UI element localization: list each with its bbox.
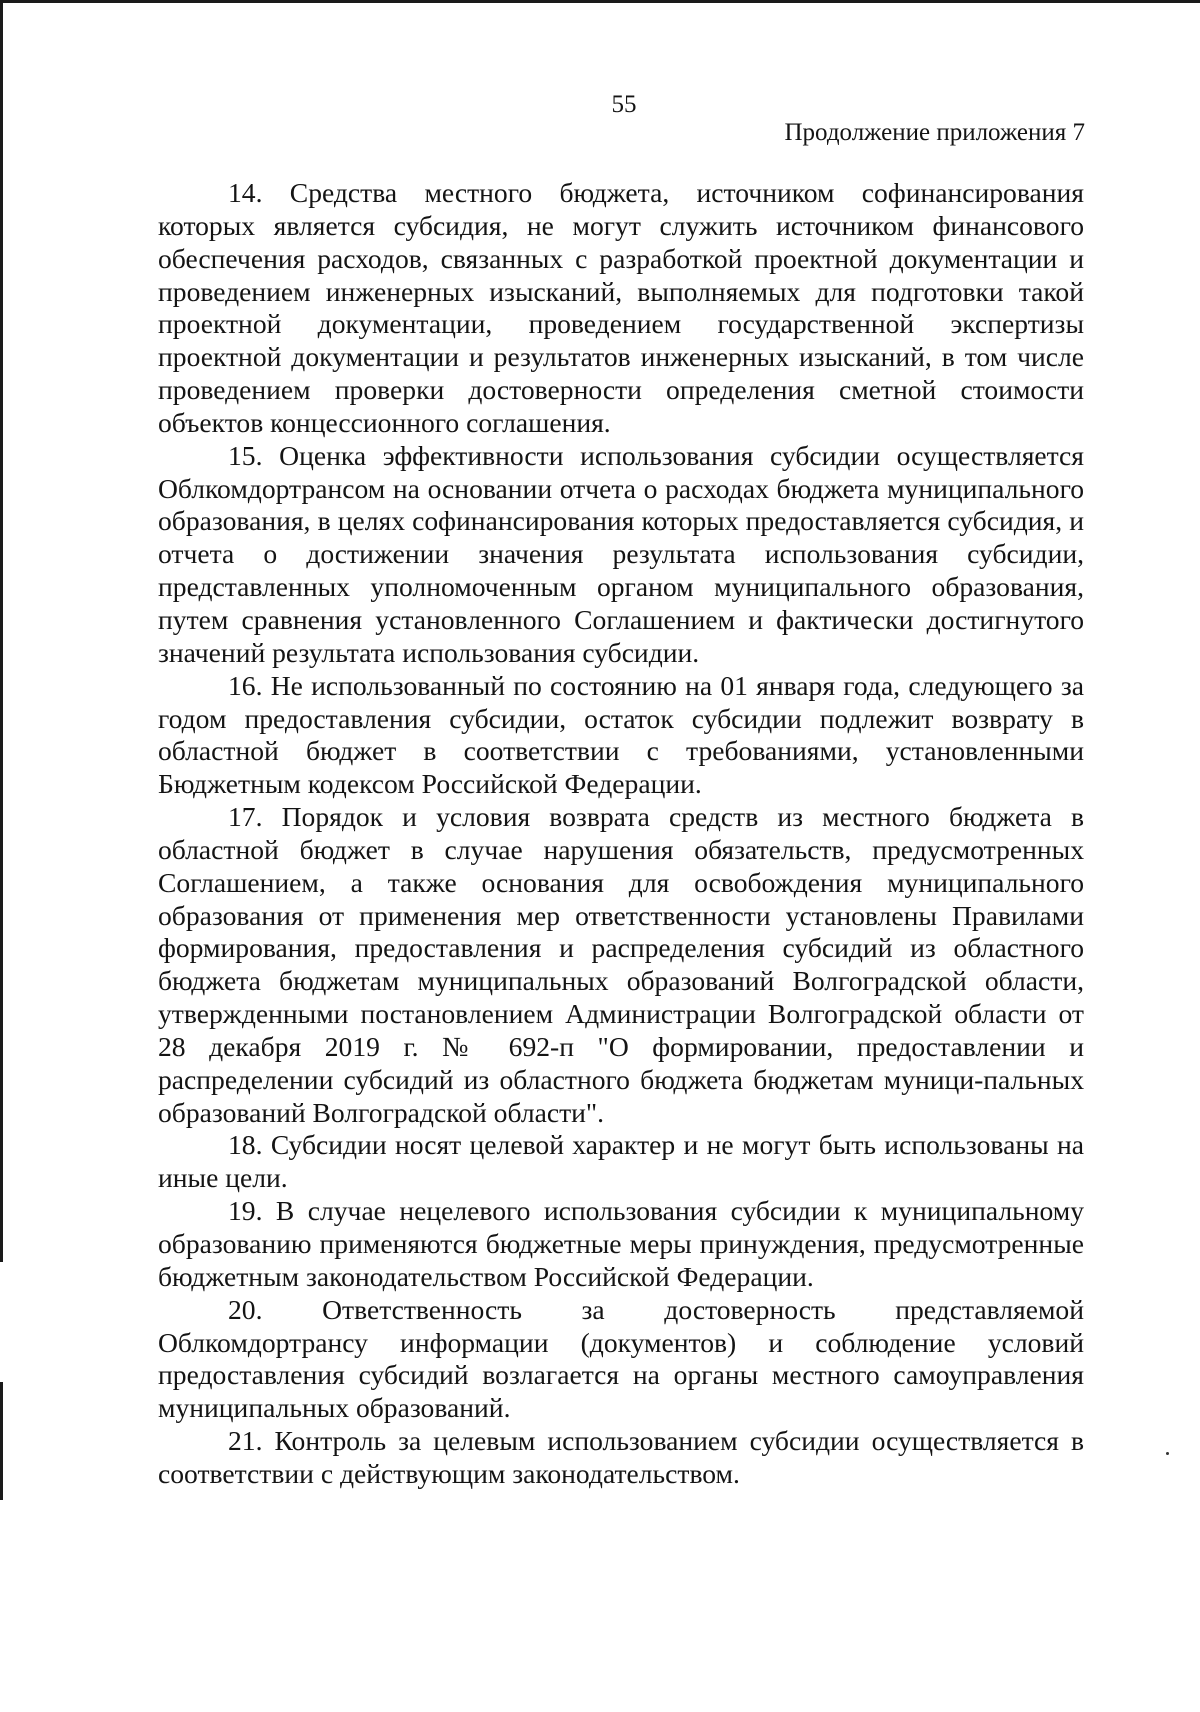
scan-border-gap <box>0 1500 4 1712</box>
scan-speck <box>1166 1452 1169 1455</box>
paragraph-15: 15. Оценка эффективности использования субсидии осуществляется Облкомдортрансом на основании отчета о расходах бюджета муниципального образования, в целях софинансирования которых предоставляется субсидия, и отчета о достижении значения результата использования субсидии, представленных уполномоченным органом муниципального образования, путем сравнения установленного Соглашением и фактически достигнутого значений результата использования субсидии. <box>158 439 1084 668</box>
paragraph-21: 21. Контроль за целевым использованием субсидии осуществляется в соответствии с действующим законодательством. <box>158 1425 1084 1489</box>
scan-border-left <box>0 0 3 1712</box>
paragraph-18: 18. Субсидии носят целевой характер и не могут быть использованы на иные цели. <box>158 1129 1084 1194</box>
paragraph-16: 16. Не использованный по состоянию на 01 января года, следующего за годом предоставления субсидии, остаток субсидии подлежит возврату в областной бюджет в соответствии с требованиями, установленными Бюджетным кодексом Российской Федерации. <box>158 669 1084 800</box>
scan-border-top <box>0 0 1200 3</box>
paragraph-19: 19. В случае нецелевого использования субсидии к муниципальному образованию применяются бюджетные меры принуждения, предусмотренные бюджетным законодательством Российской Федерации. <box>158 1195 1084 1292</box>
page-number: 55 <box>611 91 637 118</box>
appendix-continuation-label: Продолжение приложения 7 <box>784 119 1085 146</box>
scan-border-gap <box>0 1262 4 1382</box>
paragraph-17: 17. Порядок и условия возврата средств из местного бюджета в областной бюджет в случае нарушения обязательств, предусмотренных Соглашением, а также основания для освобождения муниципального образования от применения мер ответственности установлены Правилами формирования, предоставления и распределения субсидий из областного бюджета бюджетам муниципальных образований Волгоградской области, утвержденными постановлением Администрации Волгоградской области от 28 декабря 2019 г. № 692-п "О формировании, предоставлении и распределении субсидий из областного бюджета бюджетам муници-пальных образований Волгоградской области". <box>158 801 1084 1128</box>
document-body <box>158 177 1084 1491</box>
paragraph-20: 20. Ответственность за достоверность представляемой Облкомдортрансу информации (документов) и соблюдение условий предоставления субсидий возлагается на органы местного самоуправления муниципальных образований. <box>158 1293 1084 1424</box>
paragraph-14: 14. Средства местного бюджета, источником софинансирования которых является субсидия, не могут служить источником финансового обеспечения расходов, связанных с разработкой проектной документации и проведением инженерных изысканий, выполняемых для подготовки такой проектной документации, проведением государственной экспертизы проектной документации и результатов инженерных изысканий, в том числе проведением проверки достоверности определения сметной стоимости объектов концессионного соглашения. <box>158 177 1084 438</box>
